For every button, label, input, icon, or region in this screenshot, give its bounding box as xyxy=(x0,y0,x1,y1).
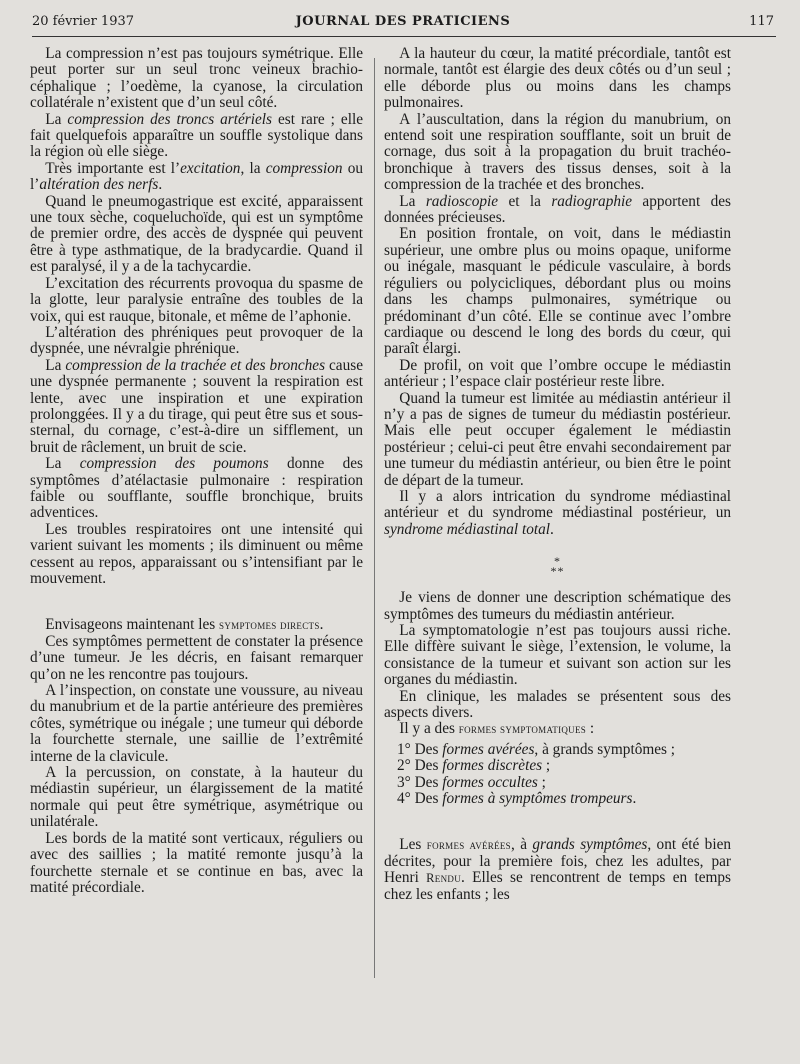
page-header xyxy=(32,14,774,34)
paragraph: La compression de la trachée et des bronches cause une dyspnée permanente ; souvent la respiration est lente, avec une inspiration et une expiration prolonggées. Il y a du tirage, qui peut être sus et sous-sternal, du cornage, c’est-à-dire un sifflement, un bruit de râclement, un bruit de scie. xyxy=(30,356,363,456)
paragraph: A la hauteur du cœur, la matité précordiale, tantôt est normale, tantôt est élargie des deux côtés ou d’un seul ; elle déborde plus ou moins dans les champs pulmonaires. xyxy=(384,45,731,112)
paragraph: Il y a alors intrication du syndrome médiastinal antérieur et du syndrome médiastinal postérieur, un syndrome médiastinal total. xyxy=(384,487,731,538)
issue-date: 20 février 1937 xyxy=(32,14,135,29)
paragraph: Il y a des formes symptomatiques : xyxy=(399,720,595,738)
paragraph: Quand la tumeur est limitée au médiastin antérieur il n’y a pas de signes de tumeur du médiastin postérieur. Mais elle peut occuper également le médiastin postérieur ; celui-ci peut être envahi secondairement par une tumeur du médiastin antérieur, ou bien être le point de départ de la tumeur. xyxy=(384,389,731,489)
journal-title: JOURNAL DES PRATICIENS xyxy=(295,14,511,29)
paragraph: La compression des poumons donne des symptômes d’atélactasie pulmonaire : respiration faible ou soufflante, souffle bronchique, bruits adventices. xyxy=(30,455,363,522)
right-column xyxy=(384,46,731,903)
list-item: 1° Des formes avérées, à grands symptômes ; xyxy=(397,740,676,758)
paragraph: A l’auscultation, dans la région du manubrium, on entend soit une respiration soufflante, soit un bruit de cornage, dus soit à la propagation du bruit trachéo-bronchique à travers des tissus denses, soit à la compression de la trachée et des bronches. xyxy=(384,110,731,194)
paragraph: La symptomatologie n’est pas toujours aussi riche. Elle diffère suivant le siège, l’extension, le volume, la consistance de la tumeur et suivant son action sur les organes du médiastin. xyxy=(384,622,731,689)
paragraph: L’altération des phréniques peut provoquer de la dyspnée, une névralgie phrénique. xyxy=(30,323,363,358)
left-column xyxy=(30,46,363,896)
paragraph: Je viens de donner une description schématique des symptômes des tumeurs du médiastin antérieur. xyxy=(384,589,731,623)
paragraph: Ces symptômes permettent de constater la présence d’une tumeur. Je les décris, en faisant remarquer qu’on ne les rencontre pas toujours. xyxy=(30,632,363,683)
list-item: 2° Des formes discrètes ; xyxy=(397,757,551,775)
paragraph: En position frontale, on voit, dans le médiastin supérieur, une ombre plus ou moins opaque, uniforme ou inégale, masquant le pédicule vasculaire, à bords réguliers ou polycicliques, débordant plus ou moins dans les champs pulmonaires, symétrique ou prédominant d’un côté. Elle se continue avec l’ombre cardiaque ou descend le long des bords du cœur, qui paraît élargi. xyxy=(384,225,731,358)
paragraph: A l’inspection, on constate une voussure, au niveau du manubrium et de la partie antérieure des premières côtes, symétrique ou inégale ; une tumeur qui déborde la fourchette sternale, une saillie de l’extrêmité interne de la clavicule. xyxy=(30,682,363,765)
paragraph: La compression n’est pas toujours symétrique. Elle peut porter sur un seul tronc veineux brachio-céphalique ; l’oedème, la cyanose, la circulation collatérale n’existent que d’un seul côté. xyxy=(30,45,363,112)
paragraph: Envisageons maintenant les symptomes directs. xyxy=(45,616,324,634)
header-rule xyxy=(32,36,776,37)
paragraph: De profil, on voit que l’ombre occupe le médiastin antérieur ; l’espace clair postérieur reste libre. xyxy=(384,356,731,391)
paragraph: Quand le pneumogastrique est excité, apparaissent une toux sèche, coqueluchoïde, qui est un symptôme de premier ordre, des accès de dyspnée qui peuvent être à type asthmatique, de la bradycardie. Quand il est paralysé, il y a de la tachycardie. xyxy=(30,192,363,276)
paragraph: En clinique, les malades se présentent sous des aspects divers. xyxy=(384,687,731,722)
paragraph: La compression des troncs artériels est rare ; elle fait quelquefois apparaître un souffle systolique dans la région où elle siège. xyxy=(30,110,363,161)
section-break-asterism: * ** xyxy=(550,554,565,579)
paragraph: Les troubles respiratoires ont une intensité qui varient suivant les moments ; ils diminuent ou même cessent au repos, apparaissant ou s’intensifiant par le mouvement. xyxy=(30,520,363,587)
paragraph: Les bords de la matité sont verticaux, réguliers ou avec des saillies ; la matité remonte jusqu’à la fourchette sternale et se continue en bas, avec la matité précordiale. xyxy=(30,829,363,896)
list-item: 4° Des formes à symptômes trompeurs. xyxy=(397,790,637,808)
paragraph: Les formes avérées, à grands symptômes, ont été bien décrites, pour la première fois, chez les adultes, par Henri Rendu. Elles se rencontrent de temps en temps chez les enfants ; les xyxy=(384,836,732,903)
column-separator xyxy=(374,58,375,978)
paragraph: A la percussion, on constate, à la hauteur du médiastin supérieur, un élargissement de la matité normale qui peut être symétrique, asymétrique ou unilatérale. xyxy=(30,764,363,831)
paragraph: L’excitation des récurrents provoqua du spasme de la glotte, leur paralysie entraîne des toubles de la voix, qui est rauque, bitonale, et même de l’aphonie. xyxy=(30,274,363,325)
page-number: 117 xyxy=(749,14,774,29)
list-item: 3° Des formes occultes ; xyxy=(397,773,546,791)
forms-list xyxy=(384,742,731,808)
paragraph: Très importante est l’excitation, la compression ou l’altération des nerfs. xyxy=(30,159,363,194)
paragraph: La radioscopie et la radiographie apportent des données précieuses. xyxy=(384,192,731,227)
